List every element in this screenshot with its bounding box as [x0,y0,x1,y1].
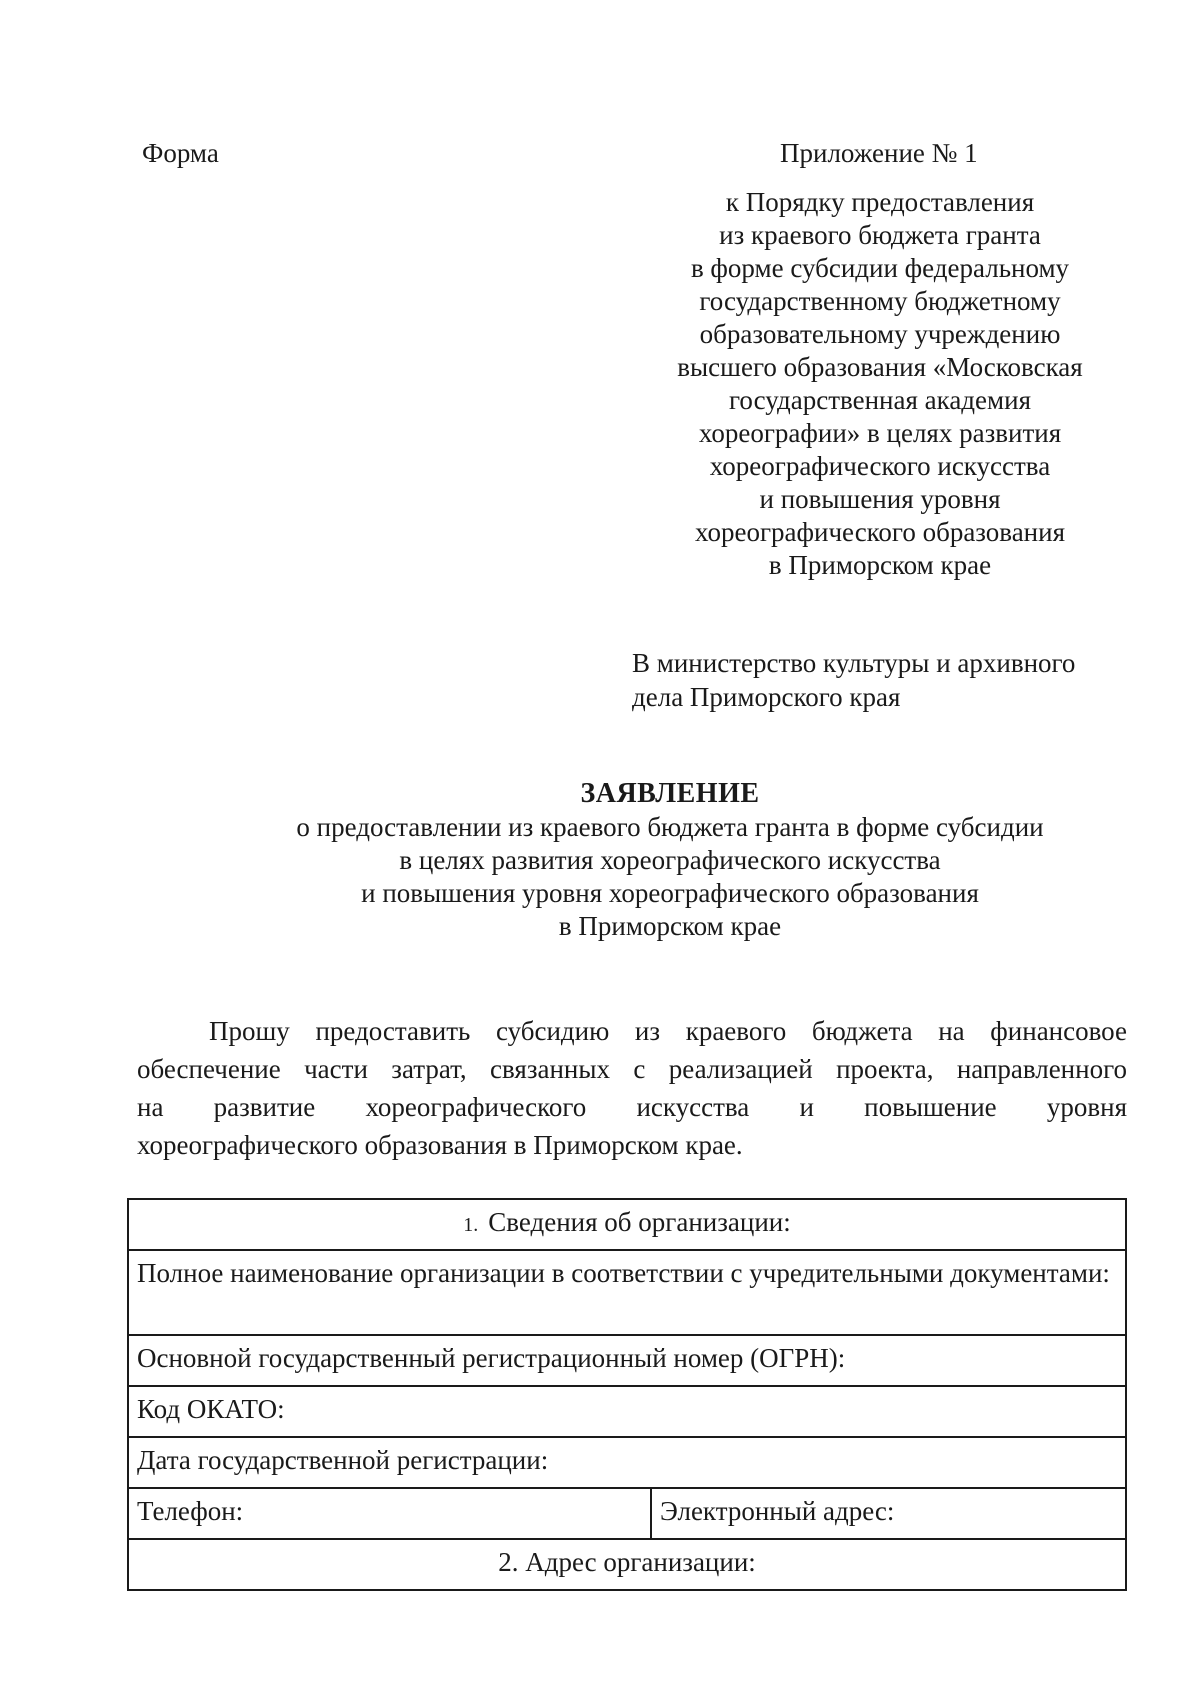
document-subtitle [130,811,1200,943]
appendix-line: государственная академия [729,385,1031,415]
table-row [128,1488,1126,1539]
full-name-field[interactable]: Полное наименование организации в соответствии с учредительными документами: [128,1250,1126,1335]
phone-field[interactable]: Телефон: [128,1488,651,1539]
appendix-line: и повышения уровня [759,484,1001,514]
request-line: хореографического образования в Приморском крае. [137,1130,743,1160]
email-field[interactable]: Электронный адрес: [651,1488,1126,1539]
request-line: обеспечение части затрат, связанных с реализацией проекта, направленного [137,1054,1127,1084]
addressee-line: В министерство культуры и архивного [632,648,1076,678]
table-row [128,1335,1126,1386]
section-1-number: 1. [463,1214,479,1236]
subtitle-line: в целях развития хореографического искусства [399,845,941,875]
appendix-line: высшего образования «Московская [677,352,1083,382]
table-row [128,1250,1126,1335]
section-2-header: 2. Адрес организации: [128,1539,1126,1590]
section-1-title: Сведения об организации: [488,1207,791,1237]
document-title: ЗАЯВЛЕНИЕ [580,778,760,809]
subtitle-line: о предоставлении из краевого бюджета гранта в форме субсидии [296,812,1044,842]
appendix-line: к Порядку предоставления [725,187,1035,217]
request-line: Прошу предоставить субсидию из краевого бюджета на финансовое [209,1016,1127,1046]
appendix-line: хореографии» в целях развития [698,418,1062,448]
organization-info-table [127,1198,1127,1591]
subtitle-line: и повышения уровня хореографического образования [361,878,979,908]
appendix-line: государственному бюджетному [699,286,1061,316]
addressee-block [632,646,1152,714]
appendix-line: в форме субсидии федеральному [690,253,1070,283]
appendix-line: образовательному учреждению [699,319,1061,349]
registration-date-field[interactable]: Дата государственной регистрации: [128,1437,1126,1488]
table-row [128,1386,1126,1437]
appendix-line: в Приморском крае [768,550,992,580]
appendix-number: Приложение № 1 [780,138,978,168]
ogrn-field[interactable]: Основной государственный регистрационный номер (ОГРН): [128,1335,1126,1386]
section-1-header [128,1199,1126,1250]
table-row [128,1199,1126,1250]
appendix-line: из краевого бюджета гранта [719,220,1041,250]
okato-field[interactable]: Код ОКАТО: [128,1386,1126,1437]
appendix-line: хореографического образования [695,517,1065,547]
appendix-line: хореографического искусства [709,451,1051,481]
appendix-reference [645,186,1115,582]
request-line: на развитие хореографического искусства и повышение уровня [137,1092,1127,1122]
form-label: Форма [142,138,219,168]
subtitle-line: в Приморском крае [558,911,782,941]
request-paragraph [137,1012,1127,1164]
table-row [128,1539,1126,1590]
table-row [128,1437,1126,1488]
addressee-line: дела Приморского края [632,682,901,712]
